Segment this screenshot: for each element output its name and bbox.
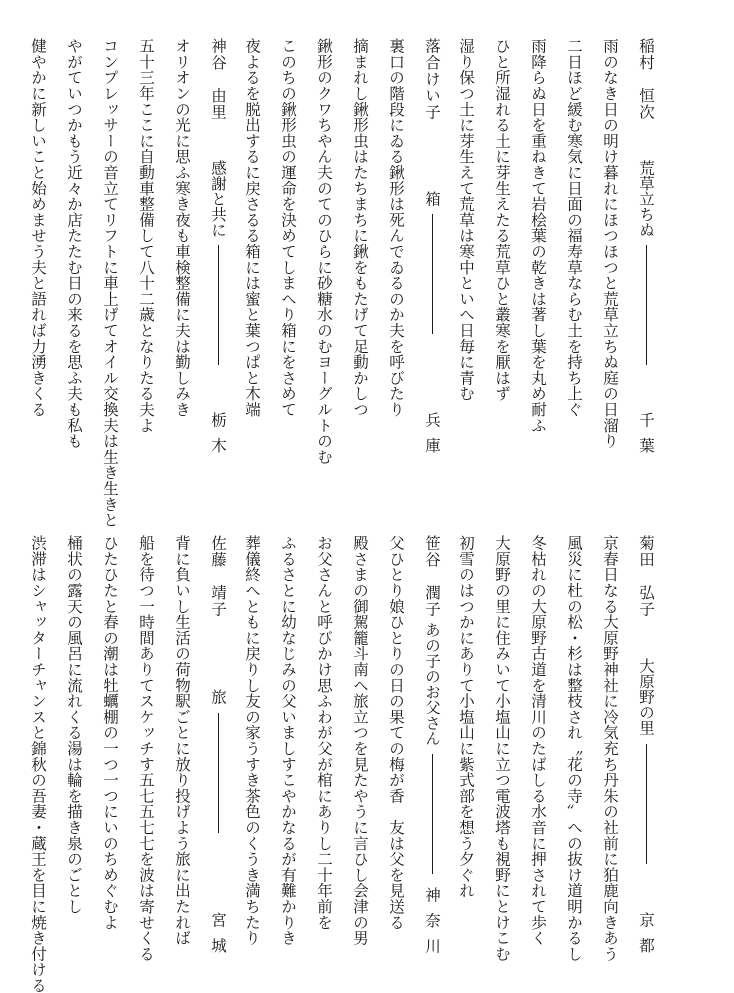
poem-title: 感謝と共に [209, 159, 227, 237]
poem-line: 五十三年ここに自動車整備して八十二歳となりたる夫よ [137, 38, 155, 433]
poem-line: 殿さまの御駕籠斗南へ旅立つを見たやうに言ひし会津の男 [351, 535, 369, 946]
author-name: 佐藤 靖子 [209, 535, 227, 618]
poem-line: 鍬形のクワちやん夫のてのひらに砂糖水のむヨーグルトのむ [315, 38, 333, 465]
poem-line: 父ひとり娘ひとりの日の果ての梅が香 友は父を見送る [387, 535, 405, 930]
author-name: 笹谷 潤子 [423, 535, 441, 618]
poem-line: 二日ほど緩む寒気に日面の福寿草ならむ土を持ち上ぐ [565, 38, 583, 418]
author-name: 落合けい子 [423, 38, 441, 121]
entry-header [414, 535, 450, 963]
poem-entry [234, 535, 450, 963]
poem-line: 雨降らぬ日を重ねきて岩桧葉の乾きは著し葉を丸め耐ふ [529, 38, 547, 433]
poem-title: あの子のお父さん [423, 622, 441, 746]
poem-line: 健やかに新しいこと始めませう夫と語れば力湧きくる [29, 38, 47, 418]
poem-line: 夜よるを脱出するに戻さるる箱には蜜と葉つぱと木端 [243, 38, 261, 418]
entry-header [628, 535, 664, 963]
poem-line: やがていつかもう近々か店たたむ日の来るを思ふ夫も私も [65, 38, 83, 449]
poem-line: 葬儀終へともに戻りし友の家うすき茶色のくうき満ちたり [243, 535, 261, 946]
poem-line: ふるさとに幼なじみの父いましすこやかなるが有難かりき [279, 535, 297, 946]
author-name: 稲村 恒次 [637, 38, 655, 121]
poem-entry [448, 535, 664, 963]
poem-line: コンプレッサーの音立てリフトに車上げてオイル交換夫は生き生きと [101, 38, 119, 528]
title-dash [646, 744, 647, 864]
poem-line: ひと所湿れる土に芽生えたる荒草ひと叢寒を厭はず [493, 38, 511, 402]
poem-entry [20, 38, 236, 528]
poem-line: 京春日なる大原野神社に冷気充ち丹朱の社前に狛鹿向きあう [601, 535, 619, 962]
entry-header [628, 38, 664, 463]
poem-line: 摘まれし鍬形虫はたちまちに鍬をもたげて足動かしつ [351, 38, 369, 418]
poem-line: 背に負いし生活の荷物駅ごとに放り投げよう旅に出たれば [173, 535, 191, 946]
prefecture: 千葉 [637, 412, 655, 463]
poem-line: 湿り保つ土に芽生えて荒草は寒中といへ日毎に青む [457, 38, 475, 402]
poem-line: 桶状の露天の風呂に流れくる湯は輪を描き泉のごとし [65, 535, 83, 915]
title-dash [646, 245, 647, 365]
author-name: 神谷 由里 [209, 38, 227, 121]
entry-header [414, 38, 450, 463]
prefecture: 京都 [637, 912, 655, 963]
poem-line: ひたひたと春の潮は牡蠣棚の一つ一つにいのちめぐむよ [101, 535, 119, 930]
prefecture: 兵庫 [423, 412, 441, 463]
poem-line: 風災に杜の松・杉は整枝され〝花の寺〟への抜け道明かるし [565, 535, 583, 962]
poem-line: 裏口の階段にゐる鍬形は死んでゐるのか夫を呼びたり [387, 38, 405, 418]
title-dash [432, 214, 433, 334]
poem-title: 荒草立ちぬ [637, 159, 655, 237]
poem-line: 初雪のはつかにありて小塩山に紫式部を想う夕ぐれ [457, 535, 475, 899]
author-name: 菊田 弘子 [637, 535, 655, 618]
poem-title: 大原野の里 [637, 658, 655, 736]
poem-line: このちの鍬形虫の運命を決めてしまへり箱にをさめて [279, 38, 297, 418]
prefecture: 宮城 [209, 912, 227, 963]
poem-line: オリオンの光に思ふ寒き夜も車検整備に夫は勤しみき [173, 38, 191, 418]
entry-header [200, 535, 236, 963]
poem-entry [20, 535, 236, 993]
poem-line: 大原野の里に住みいて小塩山に立つ電波塔も視野にとけこむ [493, 535, 511, 962]
title-dash [432, 754, 433, 874]
poem-title: 旅 [209, 689, 227, 705]
poem-line: 冬枯れの大原野古道を清川のたばしる水音に押されて歩く [529, 535, 547, 946]
title-dash [218, 245, 219, 365]
title-dash [218, 713, 219, 833]
poem-line: 雨のなき日の明け暮れにほつほつと荒草立ちぬ庭の日溜り [601, 38, 619, 449]
poem-title: 箱 [423, 190, 441, 206]
entry-header [200, 38, 236, 463]
prefecture: 神奈川 [423, 886, 441, 963]
poem-line: 渋滞はシャッターチャンスと錦秋の吾妻・蔵王を目に焼き付ける [29, 535, 47, 993]
poem-entry [234, 38, 450, 463]
poem-line: 船を待つ一時間ありてスケッチす五七五七七を波は寄せくる [137, 535, 155, 962]
poem-line: お父さんと呼びかけ思ふわが父が棺にありし二十年前を [315, 535, 333, 930]
prefecture: 栃木 [209, 412, 227, 463]
poem-entry [448, 38, 664, 463]
